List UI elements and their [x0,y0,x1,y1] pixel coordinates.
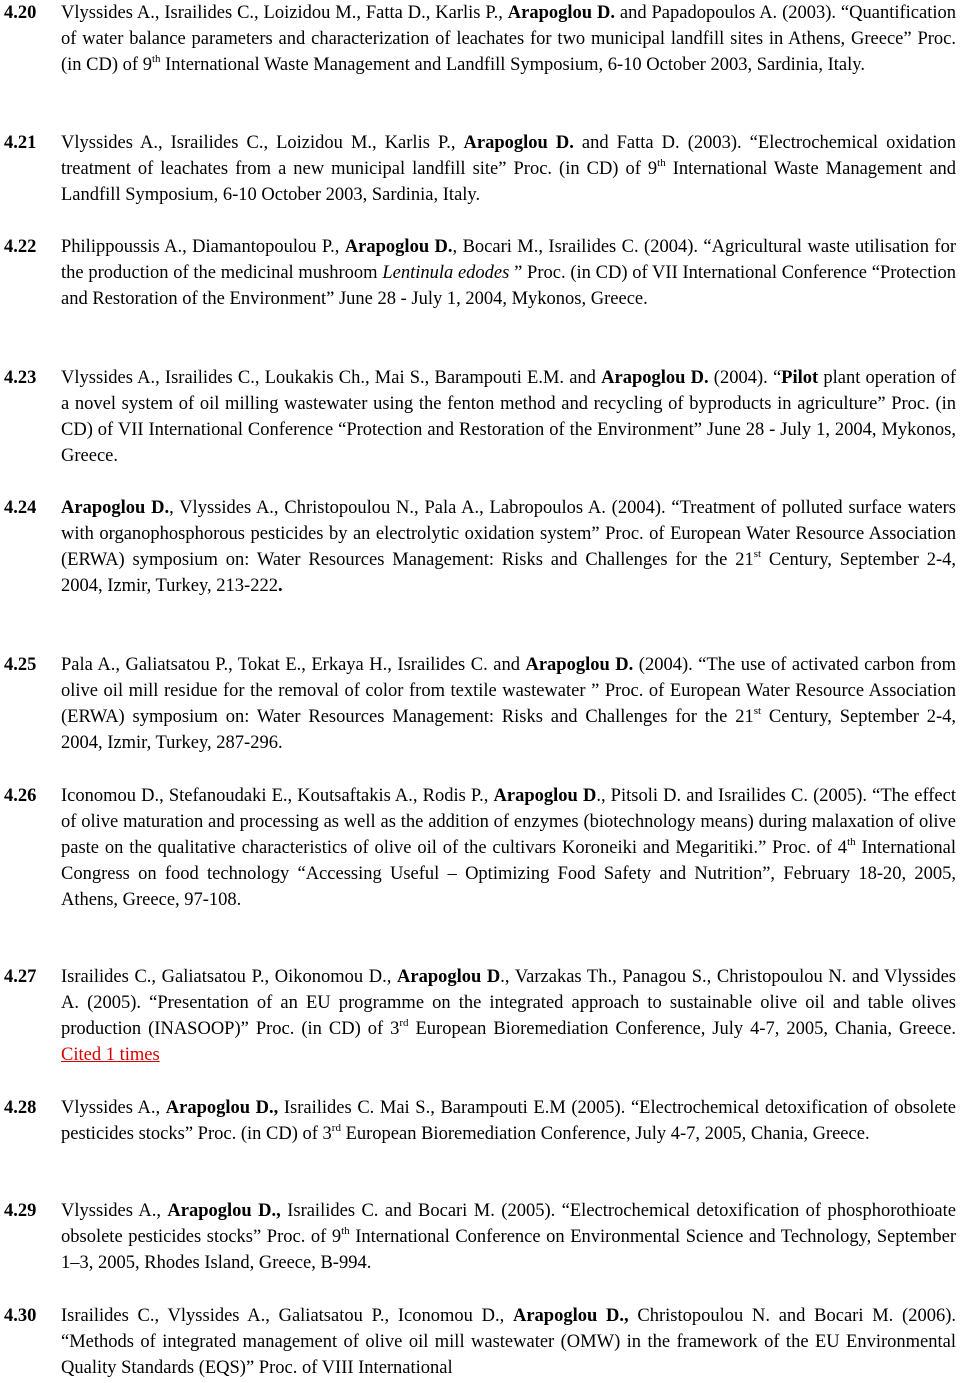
reference-text-segment: , Bocari M., Israilides C. (2004). “Agricultural waste utilisation for the production of the medicinal mushroom [61,237,956,283]
reference-text-segment: and Fatta D. (2003). “Electrochemical oxidation treatment of leachates from a new municipal landfill site” Proc. (in CD) of 9 [61,133,957,179]
reference-number: 4.29 [4,1201,37,1221]
reference-number: 4.24 [4,498,37,518]
ordinal-superscript: st [753,547,762,560]
reference-text-segment: Israilides C. Mai S., Barampouti E.M (2005). “Electrochemical detoxification of obsolete pesticides stocks” Proc. (in CD) of 3 [61,1098,956,1144]
reference-text [61,783,956,913]
reference-number: 4.23 [4,368,37,388]
reference-item [4,495,956,599]
reference-number: 4.28 [4,1098,37,1118]
author-highlight: Arapoglou D [397,967,501,987]
ordinal-superscript: th [657,156,666,169]
reference-text [61,652,956,756]
reference-text-segment: ” Proc. (in CD) of VII International Conference “Protection and Restoration of the Environment” June 28 - July 1, 2004, Mykonos, Greece. [61,263,956,309]
reference-text-segment: International Congress on food technology “Accessing Useful – Optimizing Food Safety and Nutrition”, February 18-20, 2005, Athens, Greece, 97-108. [61,838,956,910]
reference-text-segment: Century, September 2-4, 2004, Izmir, Turkey, 287-296. [61,707,956,753]
reference-number: 4.22 [4,237,37,257]
reference-item [4,365,956,469]
reference-item [4,783,956,913]
reference-item [4,652,956,756]
ordinal-superscript: rd [331,1121,341,1134]
reference-text-segment: and Papadopoulos A. (2003). “Quantification of water balance parameters and characterization of leachates for two municipal landfill sites in Athens, Greece” Proc. (in CD) of 9 [61,3,956,75]
reference-text-segment: Pala A., Galiatsatou P., Tokat E., Erkaya H., Israilides C. and [61,655,526,675]
reference-text-segment: Century, September 2-4, 2004, Izmir, Turkey, 213-222 [61,550,956,596]
reference-text-segment: Philippoussis A., Diamantopoulou P., [61,237,345,257]
reference-text-segment: Vlyssides A., Israilides C., Loukakis Ch., Mai S., Barampouti E.M. and [61,368,602,388]
reference-text-segment: Vlyssides A., [61,1098,166,1118]
reference-text [61,0,956,78]
reference-item [4,964,956,1068]
author-highlight: Pilot [781,368,819,388]
reference-text-segment: ., Varzakas Th., Panagou S., Christopoulou N. and Vlyssides A. (2005). “Presentation of an EU programme on the integrated approach to sustainable olive oil and table olives production (INASOOP)” Proc. (in CD) of 3 [61,967,956,1039]
reference-text [61,365,956,469]
reference-text [61,1303,956,1381]
reference-item [4,1198,956,1276]
reference-number: 4.21 [4,133,37,153]
author-highlight: . [277,576,283,596]
ordinal-superscript: th [847,835,856,848]
reference-text-segment: International Waste Management and Landfill Symposium, 6-10 October 2003, Sardinia, Italy. [61,159,956,205]
reference-text-segment: (2004). “ [708,368,782,388]
reference-text-segment: European Bioremediation Conference, July 4-7, 2005, Chania, Greece. [408,1019,956,1039]
author-highlight: Arapoglou D., [167,1201,281,1221]
reference-number: 4.30 [4,1306,37,1326]
reference-text-segment: Israilides C., Vlyssides A., Galiatsatou P., Iconomou D., [61,1306,513,1326]
reference-text-segment: Vlyssides A., [61,1201,168,1221]
reference-number: 4.26 [4,786,37,806]
reference-text-segment: Israilides C. and Bocari M. (2005). “Electrochemical detoxification of phosphorothioate obsolete pesticides stocks” Proc. of 9 [61,1201,956,1247]
reference-item [4,1095,956,1147]
reference-text-segment: plant operation of a novel system of oil milling wastewater using the fenton method and recycling of byproducts in agriculture” Proc. (in CD) of VII International Conference “Protection and Restoration of the Environment” June 28 - July 1, 2004, Mykonos, Greece. [61,368,956,466]
reference-text [61,1198,956,1276]
reference-text [61,130,956,208]
reference-item [4,1303,956,1381]
reference-item [4,0,956,78]
reference-text-segment: International Conference on Environmental Science and Technology, September 1–3, 2005, Rhodes Island, Greece, B-994. [61,1227,956,1273]
reference-text-segment: Vlyssides A., Israilides C., Loizidou M., Fatta D., Karlis P., [61,3,508,23]
reference-text [61,234,956,312]
reference-text [61,495,956,599]
author-highlight: Arapoglou D [493,786,597,806]
author-highlight: Arapoglou D., [165,1098,279,1118]
reference-text-segment: Vlyssides A., Israilides C., Loizidou M., Karlis P., [61,133,464,153]
ordinal-superscript: rd [399,1016,409,1029]
ordinal-superscript: st [753,704,762,717]
reference-item [4,234,956,312]
author-highlight: Arapoglou D. [463,133,574,153]
author-highlight: Arapoglou D. [601,368,709,388]
reference-text-segment: Lentinula edodes [382,263,510,283]
reference-number: 4.20 [4,3,37,23]
ordinal-superscript: th [341,1224,350,1237]
reference-item [4,130,956,208]
ordinal-superscript: th [151,52,161,65]
author-highlight: Arapoglou D. [61,498,170,518]
reference-number: 4.25 [4,655,37,675]
author-highlight: Arapoglou D. [525,655,634,675]
author-highlight: Arapoglou D., [512,1306,629,1326]
author-highlight: Arapoglou D. [344,237,453,257]
reference-text [61,1095,956,1147]
cited-times-link[interactable]: Cited 1 times [61,1045,160,1065]
reference-text-segment: Iconomou D., Stefanoudaki E., Koutsaftakis A., Rodis P., [61,786,494,806]
reference-text-segment: , Vlyssides A., Christopoulou N., Pala A., Labropoulos A. (2004). “Treatment of polluted surface waters with organophosphorous pesticides by an electrolytic oxidation system” Proc. of European Water Resource Association (ERWA) symposium on: Water Resources Management: Risks and Challenges for the 21 [61,498,956,570]
reference-number: 4.27 [4,967,37,987]
reference-text-segment: (2004). “The use of activated carbon from olive oil mill residue for the removal of color from textile wastewater ” Proc. of European Water Resource Association (ERWA) symposium on: Water Resources Management: Risks and Challenges for the 21 [61,655,956,727]
author-highlight: Arapoglou D. [507,3,615,23]
reference-text-segment: ., Pitsoli D. and Israilides C. (2005). “The effect of olive maturation and processing as well as the addition of enzymes (biotechnology means) during malaxation of olive paste on the qualitative characteristics of olive oil of the cultivars Koroneiki and Megaritiki.” Proc. of 4 [61,786,956,858]
reference-text-segment: International Waste Management and Landfill Symposium, 6-10 October 2003, Sardinia, Italy. [160,55,865,75]
reference-text-segment: Christopoulou N. and Bocari M. (2006). “Methods of integrated management of olive oil mill wastewater (OMW) in the framework of the EU Environmental Quality Standards (EQS)” Proc. of VIII International [61,1306,956,1378]
reference-text-segment: Israilides C., Galiatsatou P., Oikonomou D., [61,967,397,987]
reference-text-segment: European Bioremediation Conference, July 4-7, 2005, Chania, Greece. [340,1124,870,1144]
reference-text [61,964,956,1068]
